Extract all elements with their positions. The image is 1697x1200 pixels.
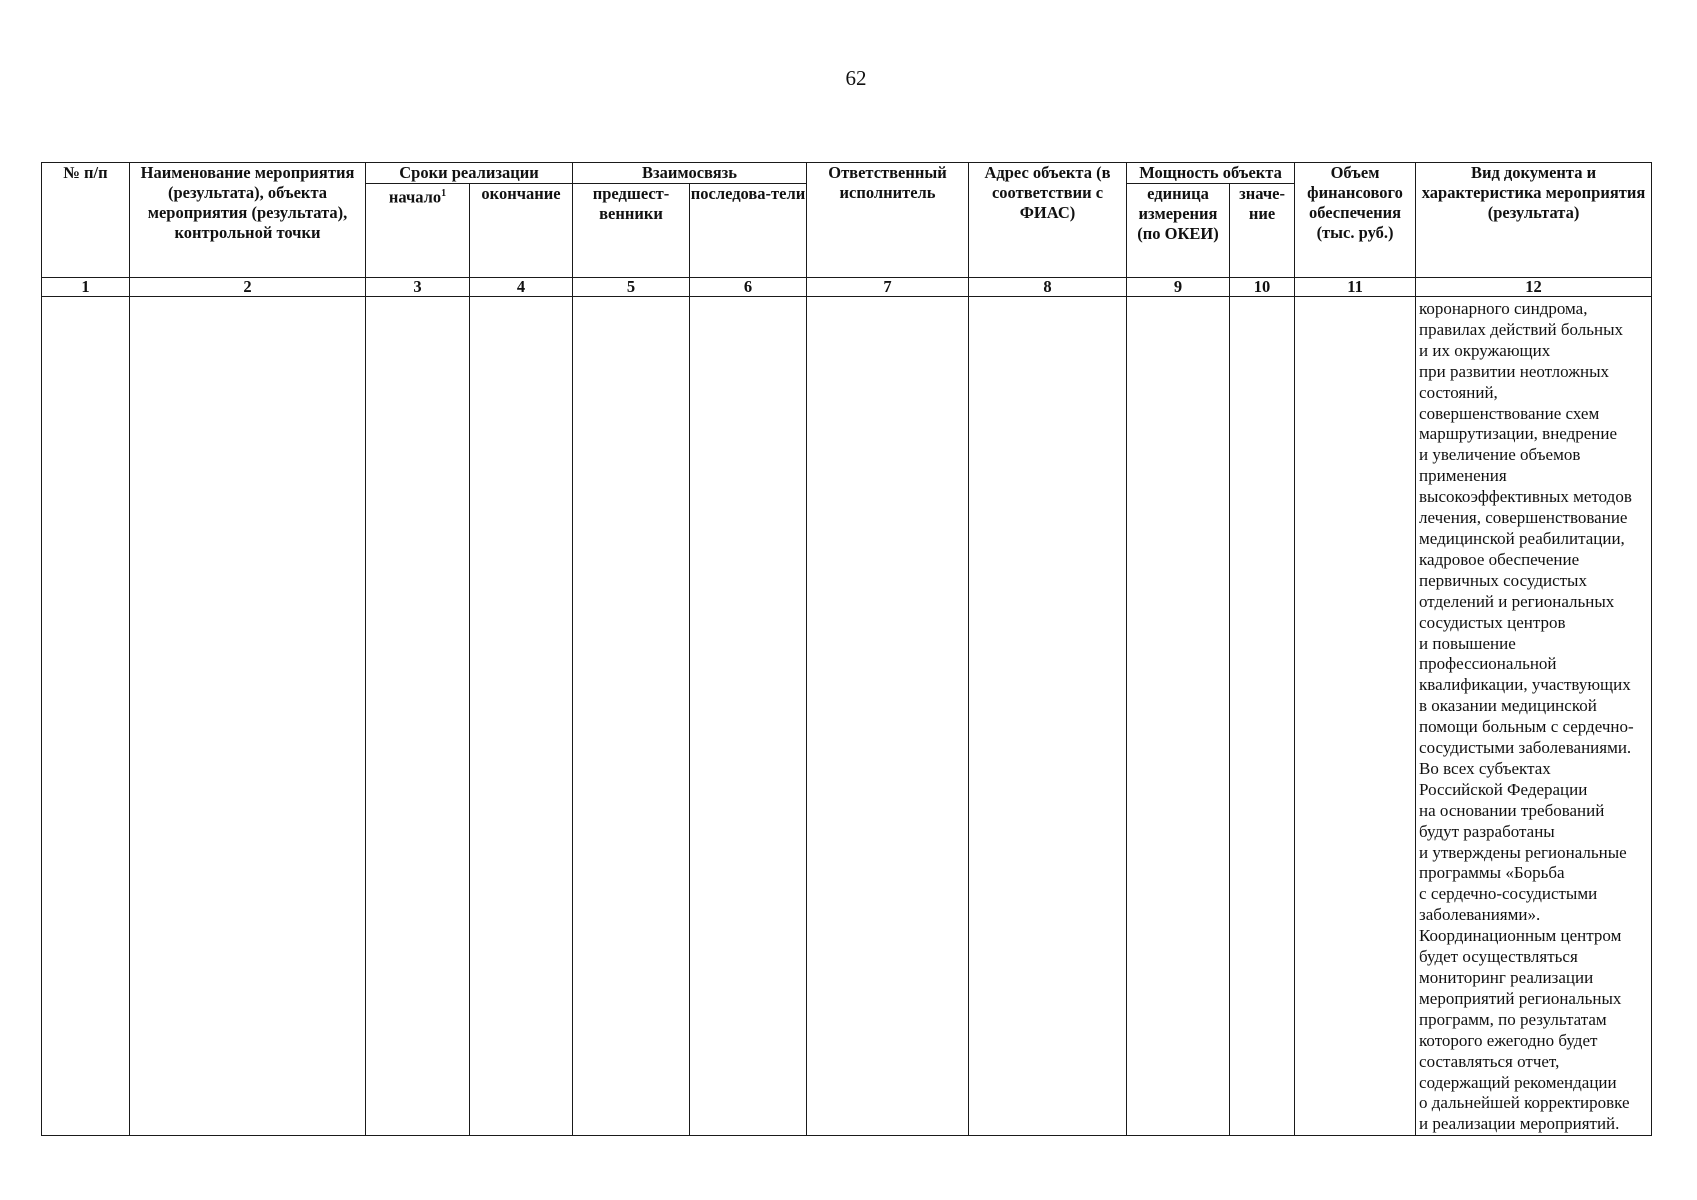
description-line: с сердечно-сосудистыми xyxy=(1419,884,1598,904)
cell-number xyxy=(42,297,130,1136)
column-number: 6 xyxy=(690,278,807,297)
column-number: 5 xyxy=(573,278,690,297)
description-line: сосудистыми заболеваниями. xyxy=(1419,738,1632,758)
description-line: будет осуществляться xyxy=(1419,947,1578,967)
description-line: и увеличение объемов xyxy=(1419,445,1581,465)
description-line: коронарного синдрома, xyxy=(1419,299,1588,318)
header-link-group: Взаимосвязь xyxy=(573,163,807,184)
description-line: и их окружающих xyxy=(1419,340,1551,360)
column-number: 11 xyxy=(1295,278,1416,297)
activity-table xyxy=(41,162,1652,1136)
cell-activity-name xyxy=(130,297,366,1136)
description-line: высокоэффективных методов xyxy=(1419,487,1632,507)
description-line: программ, по результатам xyxy=(1419,1009,1607,1029)
description-line: Российской Федерации xyxy=(1419,779,1588,799)
header-value: значе-ние xyxy=(1230,184,1295,278)
column-number: 9 xyxy=(1127,278,1230,297)
description-line: составляться отчет, xyxy=(1419,1051,1560,1071)
column-number: 8 xyxy=(969,278,1127,297)
content-row xyxy=(42,297,1652,1136)
cell-start xyxy=(366,297,470,1136)
description-line: которого ежегодно будет xyxy=(1419,1030,1598,1050)
header-number: № п/п xyxy=(42,163,130,278)
description-line: сосудистых центров xyxy=(1419,612,1566,632)
description-line: мероприятий региональных xyxy=(1419,988,1622,1008)
description-line: медицинской реабилитации, xyxy=(1419,528,1625,548)
header-start-footnote: 1 xyxy=(441,188,447,199)
description-line: на основании требований xyxy=(1419,800,1605,820)
description-line: кадровое обеспечение xyxy=(1419,549,1580,569)
description-line: правилах действий больных xyxy=(1419,319,1623,339)
cell-value xyxy=(1230,297,1295,1136)
cell-doc-type-description xyxy=(1416,297,1652,1136)
header-activity-name: Наименование мероприятия (результата), объекта мероприятия (результата), контрольной точки xyxy=(130,163,366,278)
description-line: квалификации, участвующих xyxy=(1419,675,1631,695)
column-number: 4 xyxy=(470,278,573,297)
cell-end xyxy=(470,297,573,1136)
description-line: маршрутизации, внедрение xyxy=(1419,424,1618,444)
description-line: при развитии неотложных xyxy=(1419,361,1609,381)
description-line: содержащий рекомендации xyxy=(1419,1072,1617,1092)
description-line: совершенствование схем xyxy=(1419,403,1600,423)
header-unit: единица измерения (по ОКЕИ) xyxy=(1127,184,1230,278)
description-line: отделений и региональных xyxy=(1419,591,1615,611)
header-address: Адрес объекта (в соответствии с ФИАС) xyxy=(969,163,1127,278)
cell-funding xyxy=(1295,297,1416,1136)
description-line: помощи больным с сердечно- xyxy=(1419,717,1634,737)
description-line: лечения, совершенствование xyxy=(1419,508,1628,528)
column-number: 1 xyxy=(42,278,130,297)
column-number: 2 xyxy=(130,278,366,297)
description-line: профессиональной xyxy=(1419,654,1557,674)
description-line: в оказании медицинской xyxy=(1419,696,1597,716)
description-line: программы «Борьба xyxy=(1419,863,1565,883)
column-number-row xyxy=(42,278,1652,297)
column-number: 10 xyxy=(1230,278,1295,297)
description-line: первичных сосудистых xyxy=(1419,570,1587,590)
description-line: о дальнейшей корректировке xyxy=(1419,1093,1630,1113)
description-line: заболеваниями». xyxy=(1419,905,1541,925)
description-line: Во всех субъектах xyxy=(1419,758,1551,778)
header-start xyxy=(366,184,470,278)
description-line: применения xyxy=(1419,466,1507,486)
header-funding: Объем финансового обеспечения (тыс. руб.) xyxy=(1295,163,1416,278)
header-predecessors: предшест-венники xyxy=(573,184,690,278)
cell-successors xyxy=(690,297,807,1136)
cell-address xyxy=(969,297,1127,1136)
description-line: и повышение xyxy=(1419,633,1516,653)
column-number: 12 xyxy=(1416,278,1652,297)
header-end: окончание xyxy=(470,184,573,278)
description-line: и утверждены региональные xyxy=(1419,842,1627,862)
header-responsible: Ответственный исполнитель xyxy=(807,163,969,278)
description-line: мониторинг реализации xyxy=(1419,968,1594,987)
header-timing-group: Сроки реализации xyxy=(366,163,573,184)
description-line: и реализации мероприятий. xyxy=(1419,1114,1620,1134)
header-start-label: начало xyxy=(388,187,442,207)
cell-predecessors xyxy=(573,297,690,1136)
page-number: 62 xyxy=(845,66,867,90)
header-doc-type: Вид документа и характеристика мероприятия (результата) xyxy=(1416,163,1652,278)
column-number: 3 xyxy=(366,278,470,297)
description-line: состояний, xyxy=(1419,382,1498,402)
description-line: будут разработаны xyxy=(1419,821,1555,841)
column-number: 7 xyxy=(807,278,969,297)
header-successors: последова-тели xyxy=(690,184,807,278)
cell-responsible xyxy=(807,297,969,1136)
header-capacity-group: Мощность объекта xyxy=(1127,163,1295,184)
description-line: Координационным центром xyxy=(1419,926,1622,946)
cell-unit xyxy=(1127,297,1230,1136)
